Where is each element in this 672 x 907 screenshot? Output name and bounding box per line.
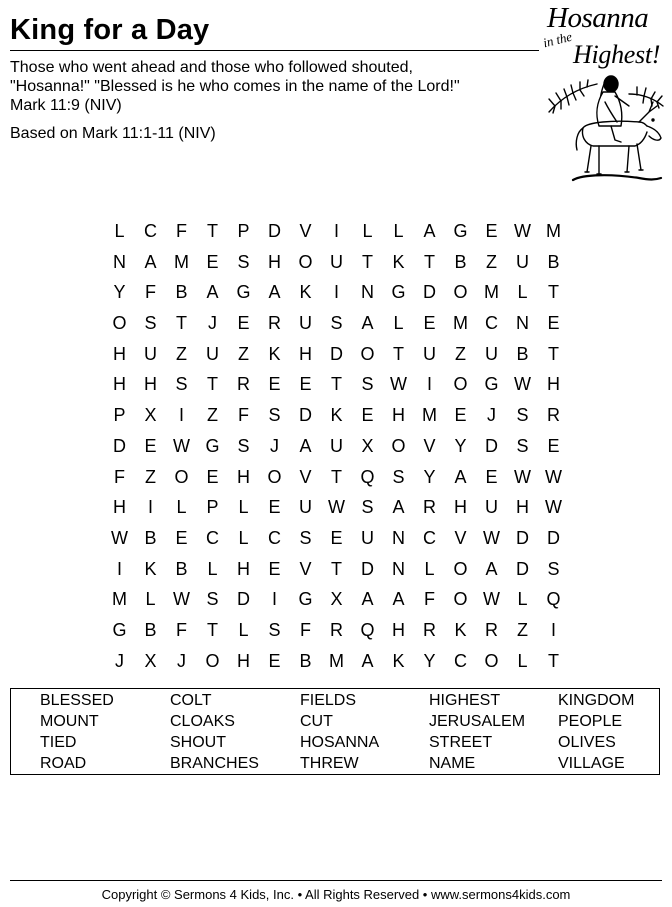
grid-letter: S	[516, 405, 529, 426]
grid-letter: M	[546, 221, 561, 241]
grid-letter: F	[145, 282, 156, 303]
grid-letter: J	[487, 405, 496, 426]
grid-letter: F	[300, 619, 311, 640]
grid-letter: W	[328, 497, 345, 518]
grid-letter: R	[485, 619, 498, 640]
grid-letter: W	[545, 466, 562, 487]
grid-letter: Q	[546, 589, 561, 610]
grid-letter: O	[453, 374, 468, 395]
grid-letter: H	[299, 343, 312, 364]
grid-letter: X	[144, 405, 157, 426]
grid-letter: S	[206, 589, 219, 610]
grid-letter: J	[115, 650, 124, 671]
grid-letter: U	[299, 313, 312, 334]
grid-letter: S	[144, 313, 157, 334]
grid-letter: P	[237, 221, 250, 241]
grid-letter: Z	[238, 343, 249, 364]
grid-letter: S	[547, 558, 560, 579]
grid-letter: D	[330, 343, 343, 364]
grid-letter: M	[422, 405, 437, 426]
grid-letter: H	[268, 251, 281, 272]
grid-letter: S	[237, 251, 250, 272]
grid-letter: O	[391, 435, 406, 456]
grid-letter: L	[176, 497, 187, 518]
grid-letter: D	[268, 221, 281, 241]
title-divider	[10, 50, 539, 51]
hosanna-logo	[543, 2, 667, 188]
grid-letter: R	[423, 497, 436, 518]
word-bank-item: SHOUT	[170, 734, 226, 751]
grid-letter: I	[178, 405, 184, 426]
grid-letter: D	[547, 527, 560, 548]
grid-letter: O	[112, 313, 127, 334]
grid-letter: N	[113, 251, 126, 272]
grid-letter: B	[516, 343, 529, 364]
grid-letter: L	[238, 619, 249, 640]
grid-letter: M	[484, 282, 499, 303]
grid-letter: A	[392, 497, 405, 518]
grid-letter: B	[144, 527, 157, 548]
grid-letter: U	[144, 343, 157, 364]
grid-letter: O	[267, 466, 282, 487]
word-bank-item: PEOPLE	[558, 713, 623, 730]
grid-row	[104, 400, 569, 431]
grid-letter: H	[237, 650, 250, 671]
grid-letter: N	[361, 282, 374, 303]
grid-letter: U	[206, 343, 219, 364]
word-bank-item: HOSANNA	[300, 734, 380, 751]
copyright-footer: Copyright © Sermons 4 Kids, Inc. • All Rights Reserved • www.sermons4kids.com	[101, 887, 571, 902]
grid-letter: L	[145, 589, 156, 610]
grid-letter: A	[268, 282, 281, 303]
grid-letter: D	[485, 435, 498, 456]
grid-letter: F	[176, 221, 187, 241]
grid-row	[104, 646, 569, 677]
word-bank-item: BLESSED	[40, 692, 114, 709]
grid-letter: S	[268, 619, 281, 640]
grid-letter: T	[207, 221, 218, 241]
grid-letter: G	[391, 282, 406, 303]
grid-letter: L	[517, 282, 528, 303]
grid-letter: D	[237, 589, 250, 610]
word-bank-item: KINGDOM	[558, 692, 635, 709]
grid-letter: W	[483, 527, 500, 548]
grid-letter: H	[454, 497, 467, 518]
grid-letter: D	[516, 527, 529, 548]
grid-letter: L	[114, 221, 125, 241]
grid-letter: G	[205, 435, 220, 456]
grid-letter: E	[299, 374, 312, 395]
grid-letter: W	[173, 589, 190, 610]
grid-letter: K	[299, 282, 312, 303]
grid-letter: B	[299, 650, 312, 671]
grid-letter: H	[237, 466, 250, 487]
grid-letter: K	[454, 619, 467, 640]
word-bank	[10, 688, 660, 775]
grid-letter: G	[236, 282, 251, 303]
grid-letter: Q	[360, 466, 375, 487]
word-bank-item: OLIVES	[558, 734, 616, 751]
grid-letter: C	[423, 527, 436, 548]
grid-letter: C	[268, 527, 281, 548]
grid-letter: U	[423, 343, 436, 364]
grid-letter: M	[174, 251, 189, 272]
grid-letter: L	[517, 589, 528, 610]
grid-letter: C	[206, 527, 219, 548]
grid-letter: V	[423, 435, 436, 456]
grid-letter: N	[516, 313, 529, 334]
grid-letter: O	[205, 650, 220, 671]
grid-letter: G	[453, 221, 468, 241]
grid-letter: T	[207, 374, 218, 395]
grid-letter: E	[268, 650, 281, 671]
grid-letter: D	[361, 558, 374, 579]
grid-letter: K	[330, 405, 343, 426]
grid-letter: H	[113, 374, 126, 395]
grid-letter: X	[144, 650, 157, 671]
grid-letter: E	[423, 313, 436, 334]
grid-letter: D	[516, 558, 529, 579]
grid-letter: S	[175, 374, 188, 395]
grid-letter: W	[111, 527, 128, 548]
grid-letter: J	[270, 435, 279, 456]
grid-letter: S	[516, 435, 529, 456]
grid-letter: G	[484, 374, 499, 395]
grid-letter: K	[392, 650, 405, 671]
grid-letter: U	[485, 343, 498, 364]
grid-letter: S	[330, 313, 343, 334]
word-bank-item: TIED	[40, 734, 77, 751]
grid-letter: M	[453, 313, 468, 334]
grid-letter: W	[545, 497, 562, 518]
word-bank-item: STREET	[429, 734, 493, 751]
grid-letter: A	[361, 589, 374, 610]
grid-letter: T	[331, 558, 342, 579]
grid-row	[104, 339, 569, 370]
grid-letter: W	[483, 589, 500, 610]
grid-row	[104, 308, 569, 339]
grid-letter: O	[174, 466, 189, 487]
grid-letter: H	[144, 374, 157, 395]
grid-letter: T	[331, 374, 342, 395]
grid-row	[104, 523, 569, 554]
grid-letter: H	[392, 405, 405, 426]
grid-letter: E	[485, 466, 498, 487]
grid-letter: B	[144, 619, 157, 640]
grid-letter: L	[393, 313, 404, 334]
grid-letter: Z	[486, 251, 497, 272]
grid-letter: H	[547, 374, 560, 395]
grid-letter: E	[175, 527, 188, 548]
word-search-grid	[104, 216, 569, 676]
grid-letter: I	[116, 558, 122, 579]
grid-letter: T	[548, 282, 559, 303]
word-bank-item: CUT	[300, 713, 333, 730]
grid-letter: T	[331, 466, 342, 487]
grid-row	[104, 431, 569, 462]
grid-letter: H	[113, 497, 126, 518]
grid-letter: L	[424, 558, 435, 579]
grid-letter: F	[114, 466, 125, 487]
grid-letter: S	[361, 497, 374, 518]
grid-letter: Z	[517, 619, 528, 640]
grid-letter: D	[299, 405, 312, 426]
grid-letter: F	[176, 619, 187, 640]
based-on-reference: Based on Mark 11:1-11 (NIV)	[10, 125, 216, 142]
grid-letter: U	[361, 527, 374, 548]
grid-row	[104, 554, 569, 585]
grid-letter: E	[206, 251, 219, 272]
grid-letter: X	[361, 435, 374, 456]
verse-line: "Hosanna!" "Blessed is he who comes in the name of the Lord!"	[10, 78, 460, 95]
grid-letter: Y	[113, 282, 126, 303]
grid-letter: A	[206, 282, 219, 303]
grid-letter: Z	[455, 343, 466, 364]
grid-row	[104, 492, 569, 523]
grid-letter: J	[177, 650, 186, 671]
grid-letter: O	[453, 589, 468, 610]
grid-letter: L	[207, 558, 218, 579]
grid-letter: N	[392, 558, 405, 579]
grid-letter: R	[547, 405, 560, 426]
grid-letter: E	[330, 527, 343, 548]
grid-letter: W	[390, 374, 407, 395]
grid-letter: I	[426, 374, 432, 395]
logo-text-in-the: in the	[541, 28, 574, 51]
grid-letter: S	[392, 466, 405, 487]
grid-letter: F	[238, 405, 249, 426]
grid-letter: A	[423, 221, 436, 241]
grid-letter: S	[361, 374, 374, 395]
grid-letter: E	[361, 405, 374, 426]
grid-letter: J	[208, 313, 217, 334]
grid-letter: R	[268, 313, 281, 334]
grid-letter: C	[144, 221, 157, 241]
grid-letter: I	[147, 497, 153, 518]
grid-letter: T	[393, 343, 404, 364]
grid-row	[104, 369, 569, 400]
word-bank-item: JERUSALEM	[429, 713, 526, 730]
grid-letter: H	[237, 558, 250, 579]
grid-letter: U	[330, 251, 343, 272]
grid-letter: L	[238, 497, 249, 518]
grid-letter: B	[547, 251, 560, 272]
grid-letter: E	[268, 374, 281, 395]
grid-letter: H	[516, 497, 529, 518]
grid-letter: T	[424, 251, 435, 272]
grid-letter: W	[514, 374, 531, 395]
grid-letter: M	[112, 589, 127, 610]
grid-letter: L	[517, 650, 528, 671]
grid-letter: S	[268, 405, 281, 426]
grid-letter: L	[238, 527, 249, 548]
grid-letter: K	[144, 558, 157, 579]
grid-letter: I	[333, 282, 339, 303]
grid-letter: I	[271, 589, 277, 610]
grid-letter: G	[298, 589, 313, 610]
logo-text-hosanna: Hosanna	[547, 2, 649, 34]
grid-letter: T	[362, 251, 373, 272]
grid-letter: Q	[360, 619, 375, 640]
grid-letter: P	[113, 405, 126, 426]
word-bank-item: THREW	[300, 755, 359, 772]
grid-letter: I	[550, 619, 556, 640]
grid-row	[104, 584, 569, 615]
grid-letter: A	[361, 650, 374, 671]
grid-letter: P	[206, 497, 219, 518]
grid-letter: A	[454, 466, 467, 487]
grid-letter: E	[547, 435, 560, 456]
grid-letter: E	[547, 313, 560, 334]
grid-row	[104, 462, 569, 493]
grid-letter: M	[329, 650, 344, 671]
footer-divider	[10, 880, 662, 881]
grid-letter: Y	[423, 650, 436, 671]
grid-letter: Y	[454, 435, 467, 456]
grid-letter: V	[454, 527, 467, 548]
jesus-on-donkey-illustration	[543, 62, 667, 188]
logo-text-highest: Highest!	[573, 40, 661, 69]
grid-letter: E	[454, 405, 467, 426]
scripture-verse	[10, 58, 550, 115]
grid-row	[104, 615, 569, 646]
grid-letter: L	[393, 221, 404, 241]
grid-letter: H	[392, 619, 405, 640]
grid-letter: T	[207, 619, 218, 640]
grid-letter: O	[484, 650, 499, 671]
word-bank-item: HIGHEST	[429, 692, 501, 709]
grid-letter: V	[299, 221, 312, 241]
grid-letter: V	[299, 466, 312, 487]
grid-letter: D	[423, 282, 436, 303]
grid-letter: E	[206, 466, 219, 487]
grid-row	[104, 277, 569, 308]
grid-letter: E	[268, 558, 281, 579]
grid-letter: F	[424, 589, 435, 610]
grid-letter: W	[514, 466, 531, 487]
grid-letter: A	[485, 558, 498, 579]
grid-letter: G	[112, 619, 127, 640]
word-bank-item: VILLAGE	[558, 755, 625, 772]
grid-letter: O	[298, 251, 313, 272]
grid-row	[104, 216, 569, 247]
word-bank-item: FIELDS	[300, 692, 357, 709]
grid-letter: S	[237, 435, 250, 456]
grid-letter: X	[330, 589, 343, 610]
grid-letter: U	[299, 497, 312, 518]
grid-letter: D	[113, 435, 126, 456]
grid-letter: R	[423, 619, 436, 640]
grid-letter: O	[360, 343, 375, 364]
grid-letter: W	[514, 221, 531, 241]
grid-letter: U	[330, 435, 343, 456]
grid-letter: U	[485, 497, 498, 518]
grid-letter: H	[113, 343, 126, 364]
grid-letter: B	[175, 558, 188, 579]
grid-letter: E	[268, 497, 281, 518]
grid-letter: E	[144, 435, 157, 456]
grid-letter: T	[176, 313, 187, 334]
grid-letter: E	[485, 221, 498, 241]
grid-letter: K	[392, 251, 405, 272]
grid-letter: R	[237, 374, 250, 395]
word-bank-item: MOUNT	[40, 713, 99, 730]
word-bank-item: ROAD	[40, 755, 87, 772]
grid-letter: B	[454, 251, 467, 272]
grid-letter: L	[362, 221, 373, 241]
grid-letter: Y	[423, 466, 436, 487]
grid-letter: O	[453, 282, 468, 303]
grid-letter: E	[237, 313, 250, 334]
grid-letter: A	[144, 251, 157, 272]
word-bank-item: COLT	[170, 692, 212, 709]
grid-letter: U	[516, 251, 529, 272]
word-bank-item: NAME	[429, 755, 476, 772]
grid-letter: Z	[207, 405, 218, 426]
word-bank-item: BRANCHES	[170, 755, 259, 772]
grid-letter: B	[175, 282, 188, 303]
grid-letter: T	[548, 343, 559, 364]
grid-letter: A	[299, 435, 312, 456]
grid-letter: S	[299, 527, 312, 548]
grid-letter: A	[392, 589, 405, 610]
grid-letter: W	[173, 435, 190, 456]
grid-letter: A	[361, 313, 374, 334]
verse-reference: Mark 11:9 (NIV)	[10, 97, 122, 114]
grid-letter: N	[392, 527, 405, 548]
grid-row	[104, 247, 569, 278]
grid-letter: C	[485, 313, 498, 334]
grid-letter: O	[453, 558, 468, 579]
word-bank-item: CLOAKS	[170, 713, 235, 730]
grid-letter: V	[299, 558, 312, 579]
grid-letter: Z	[145, 466, 156, 487]
page-title: King for a Day	[10, 14, 210, 46]
grid-letter: Z	[176, 343, 187, 364]
grid-letter: R	[330, 619, 343, 640]
grid-letter: K	[268, 343, 281, 364]
verse-line: Those who went ahead and those who followed shouted,	[10, 59, 413, 76]
grid-letter: C	[454, 650, 467, 671]
grid-letter: T	[548, 650, 559, 671]
grid-letter: I	[333, 221, 339, 241]
